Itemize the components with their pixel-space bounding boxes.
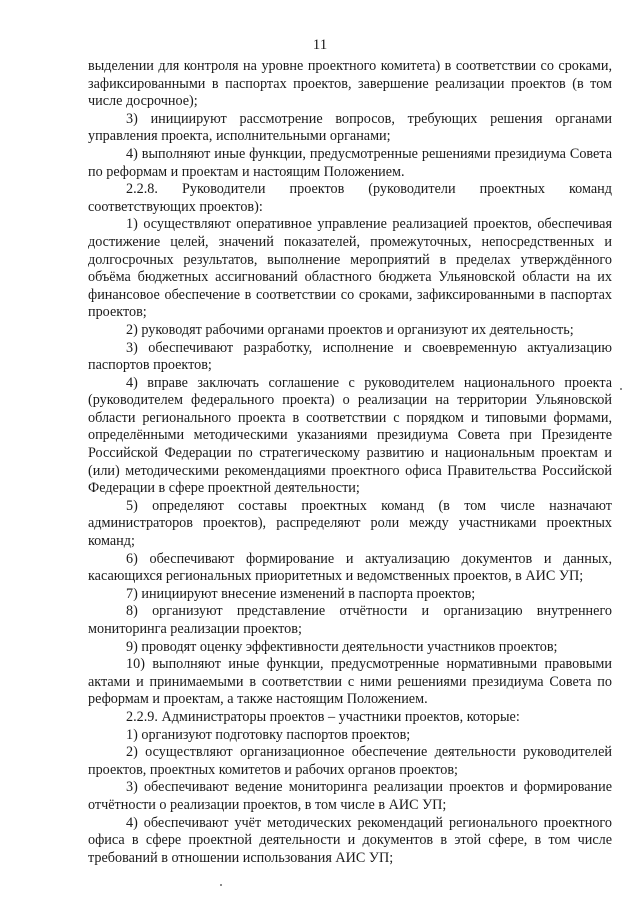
scan-speck [220,884,222,886]
paragraph-2-2-8-item-4: 4) вправе заключать соглашение с руководителем национального проекта (руководителем федерального проекта) о реализации на территории Ульяновской области регионального проекта в соответствии с порядком и типовыми формами, определёнными методическими указаниями президиума Совета при Президенте Российской Федерации по стратегическому развитию и национальным проектам и (или) методическими рекомендациями проектного офиса Правительства Российской Федерации в сфере проектной деятельности; [88,374,612,497]
paragraph-continuation: выделении для контроля на уровне проектного комитета) в соответствии со сроками, зафиксированными в паспортах проектов, завершение реализации проектов (в том числе досрочное); [88,58,612,110]
paragraph-section-2-2-8: 2.2.8. Руководители проектов (руководители проектных команд соответствующих проектов): [88,181,612,215]
paragraph-2-2-9-item-3: 3) обеспечивают ведение мониторинга реализации проектов и формирование отчётности о реализации проектов, в том числе в АИС УП; [88,779,612,813]
paragraph-2-2-8-item-6: 6) обеспечивают формирование и актуализацию документов и данных, касающихся региональных приоритетных и ведомственных проектов, в АИС УП; [88,550,612,585]
paragraph-2-2-8-item-2: 2) руководят рабочими органами проектов и организуют их деятельность; [126,321,574,338]
paragraph-section-2-2-9: 2.2.9. Администраторы проектов – участники проектов, которые: [126,708,520,725]
paragraph-2-2-8-item-7: 7) инициируют внесение изменений в паспорта проектов; [126,585,476,602]
paragraph-2-2-8-item-8: 8) организуют представление отчётности и организацию внутреннего мониторинга реализации проектов; [88,603,612,637]
paragraph-2-2-9-item-2: 2) осуществляют организационное обеспечение деятельности руководителей проектов, проектных комитетов и рабочих органов проектов; [88,744,612,778]
paragraph-2-2-8-item-3: 3) обеспечивают разработку, исполнение и своевременную актуализацию паспортов проектов; [88,339,612,374]
paragraph-2-2-8-item-1: 1) осуществляют оперативное управление реализацией проектов, обеспечивая достижение целей, значений показателей, промежуточных, непосредственных и долгосрочных результатов, выполнение мероприятий в пределах утверждённого объёма бюджетных ассигнований областного бюджета Ульяновской области на их финансовое обеспечение в соответствии со сроками, зафиксированными в паспортах проектов; [88,216,612,321]
page-number: 11 [312,37,328,53]
scan-speck [620,388,622,390]
paragraph-2-2-8-item-5: 5) определяют составы проектных команд (в том числе назначают администраторов проектов), распределяют роли между участниками проектных команд; [88,497,612,550]
paragraph-item-4-committee: 4) выполняют иные функции, предусмотренные решениями президиума Совета по реформам и проектам и настоящим Положением. [88,145,612,180]
paragraph-2-2-8-item-9: 9) проводят оценку эффективности деятельности участников проектов; [126,638,558,655]
paragraph-item-3-committee: 3) инициируют рассмотрение вопросов, требующих решения органами управления проекта, исполнительными органами; [88,110,612,145]
document-body [88,58,612,867]
paragraph-2-2-9-item-4: 4) обеспечивают учёт методических рекомендаций регионального проектного офиса в сфере проектной деятельности и документов в этой сфере, в том числе требований в отношении использования АИС УП; [88,814,612,866]
paragraph-2-2-8-item-10: 10) выполняют иные функции, предусмотренные нормативными правовыми актами и принимаемыми в соответствии с ними решениями президиума Совета по реформам и проектам, а также настоящим Положением. [88,656,612,708]
paragraph-2-2-9-item-1: 1) организуют подготовку паспортов проектов; [126,726,411,743]
